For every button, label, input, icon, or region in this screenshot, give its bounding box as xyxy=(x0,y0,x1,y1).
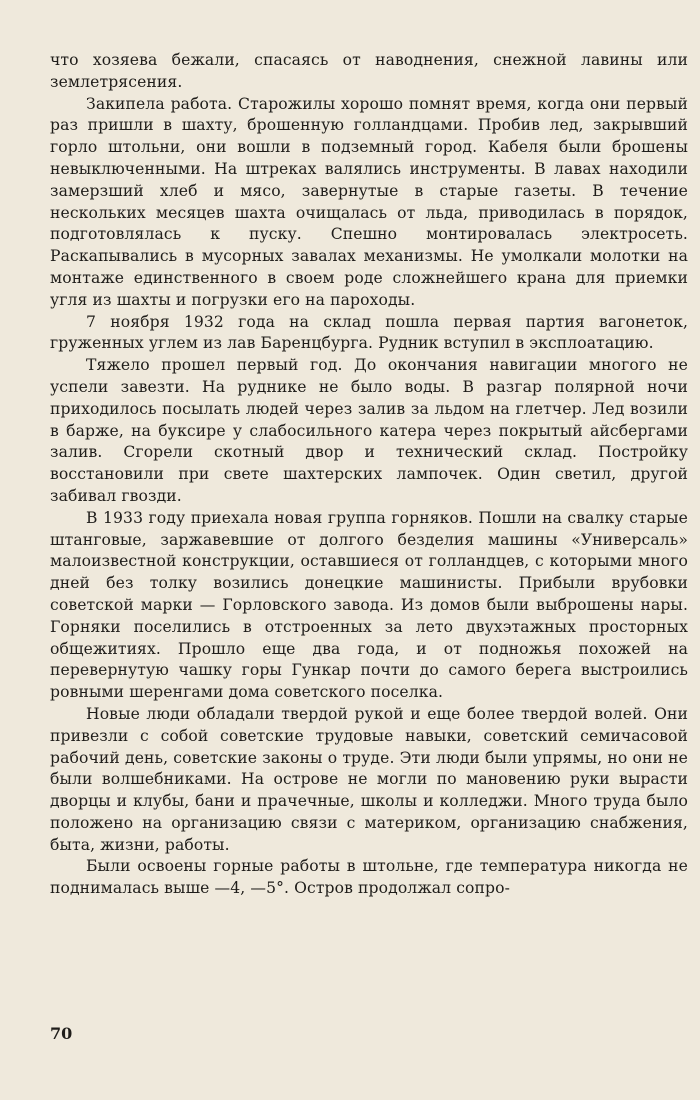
paragraph: Были освоены горные работы в штольне, где температура никогда не поднималась выше —4, —5°. Остров продолжал сопро- xyxy=(50,857,688,898)
body-text xyxy=(50,50,688,900)
paragraph: Закипела работа. Старожилы хорошо помнят время, когда они первый раз пришли в шахту, брошенную голландцами. Пробив лед, закрывший горло штольни, они вошли в подземный город. Кабеля были брошены невыключенными. На штреках валялись инструменты. В лавах находили замерзший хлеб и мясо, завернутые в старые газеты. В течение нескольких месяцев шахта очищалась от льда, приводилась в порядок, подготовлялась к пуску. Спешно монтировалась электросеть. Раскапывались в мусорных завалах механизмы. Не умолкали молотки на монтаже единственного в своем роде сложнейшего крана для приемки угля из шахты и погрузки его на пароходы. xyxy=(50,94,688,309)
paragraph: Тяжело прошел первый год. До окончания навигации многого не успели завезти. На руднике не было воды. В разгар полярной ночи приходилось посылать людей через залив за льдом на глетчер. Лед возили в барже, на буксире у слабосильного катера через покрытый айсбергами залив. Сгорели скотный двор и технический склад. Постройку восстановили при свете шахтерских лампочек. Один светил, другой забивал гвозди. xyxy=(50,356,688,505)
paragraph: что хозяева бежали, спасаясь от наводнения, снежной лавины или землетрясения. xyxy=(50,51,688,91)
paragraph: 7 ноября 1932 года на склад пошла первая партия вагонеток, груженных углем из лав Баренцбурга. Рудник вступил в эксплоатацию. xyxy=(50,312,688,353)
paragraph: Новые люди обладали твердой рукой и еще более твердой волей. Они привезли с собой советские трудовые навыки, советский семичасовой рабочий день, советские законы о труде. Эти люди были упрямы, но они не были волшебниками. На острове не могли по мановению руки вырасти дворцы и клубы, бани и прачечные, школы и колледжи. Много труда было положено на организацию связи с материком, организацию снабжения, быта, жизни, работы. xyxy=(50,704,688,854)
page-number: 70 xyxy=(50,1024,73,1043)
paragraph: В 1933 году приехала новая группа горняков. Пошли на свалку старые штанговые, заржавевшие от долгого безделия машины «Универсаль» малоизвестной конструкции, оставшиеся от голландцев, с которыми много дней без толку возились донецкие машинисты. Прибыли врубовки советской марки — Горловского завода. Из домов были выброшены нары. Горняки поселились в отстроенных за лето двухэтажных просторных общежитиях. Прошло еще два года, и от подножья похожей на перевернутую чашку горы Гункар почти до самого берега выстроились ровными шеренгами дома советского поселка. xyxy=(50,508,688,702)
